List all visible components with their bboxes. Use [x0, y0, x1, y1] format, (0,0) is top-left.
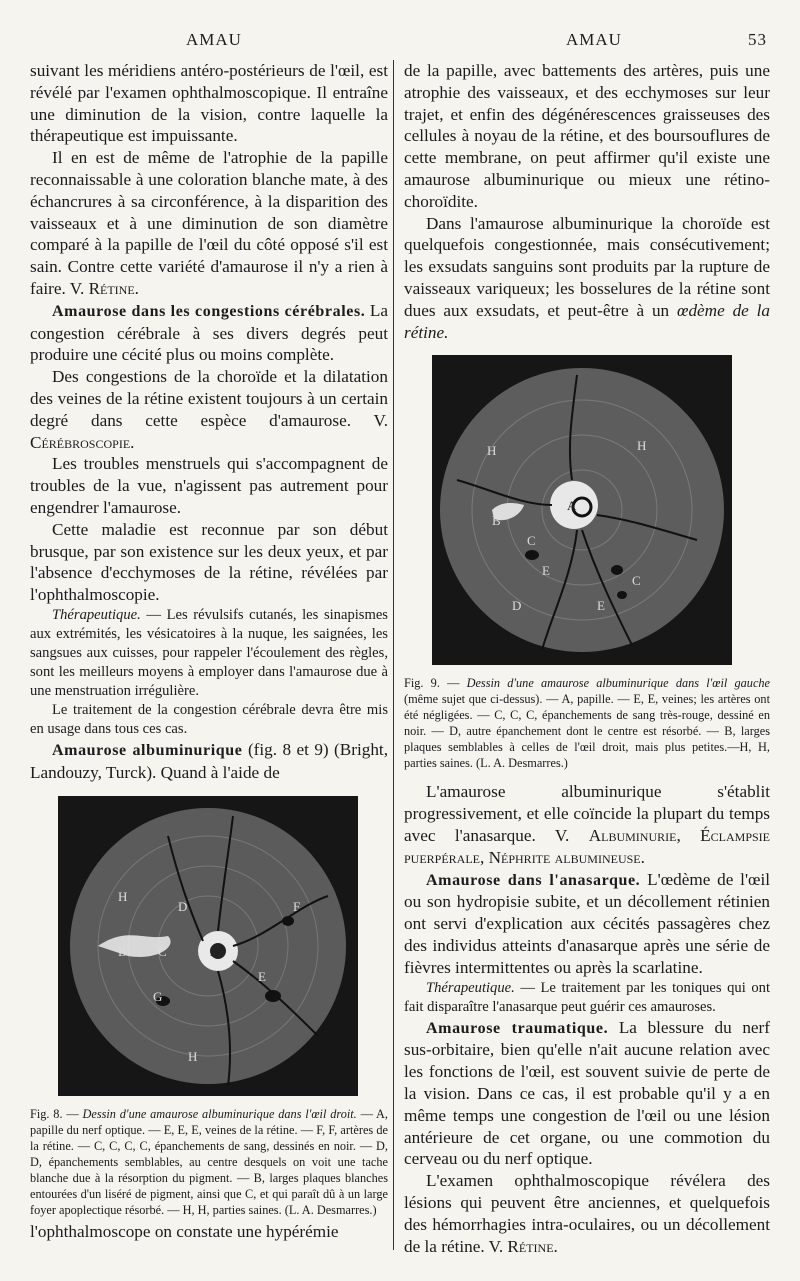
cross-reference: Cérébroscopie. [30, 432, 135, 452]
section-heading: Amaurose dans l'anasarque. [426, 871, 641, 889]
svg-text:E: E [542, 563, 550, 579]
cross-reference: Rétine. [88, 278, 139, 298]
paragraph: de la papille, avec battements des artères, puis une atrophie des vaisseaux, et des ecchymoses sur leur trajet, et enfin des dégénérescences graisseuses des cellules à noyau de la rétine, et des boursouflures de cette membrane, on peut affirmer qu'il existe une amaurose albuminurique ou mieux une rétino-choroïdite. [404, 61, 770, 211]
section-heading: Amaurose albuminurique [52, 741, 243, 759]
paragraph: Thérapeutique. — Les révulsifs cutanés, les sinapismes aux extrémités, les vésicatoires à la nuque, les saignées, les sangsues aux cuisses, pour rappeler l'écoulement des règles, sont les meilleurs moyens à employer dans l'amaurose due à une menstruation irrégulière. [30, 606, 388, 699]
svg-text:H: H [118, 888, 128, 904]
left-column [30, 60, 388, 1242]
paragraph: Cette maladie est reconnue par son début brusque, par son existence sur les deux yeux, et par l'absence d'ecchymoses de la rétine, révélées par l'ophthalmoscopie. [30, 519, 388, 605]
section-heading: Amaurose traumatique. [426, 1019, 609, 1037]
running-head-left: AMAU [186, 30, 242, 49]
paragraph: Le traitement de la congestion cérébrale devra être mis en usage dans tous ces cas. [30, 701, 388, 737]
svg-text:A: A [567, 498, 577, 514]
cross-reference: Albuminurie, Éclampsie puerpérale, Néphrite albumineuse. [404, 825, 770, 867]
svg-text:D: D [512, 598, 522, 614]
cross-reference: Rétine. [507, 1236, 558, 1256]
paragraph: Amaurose dans l'anasarque. L'œdème de l'œil ou son hydropisie subite, et un décollement rétinien ont servi d'explication aux cécités passagères chez des individus atteints d'anasarque après une série de fièvres intermittentes ou après la scarlatine. [404, 869, 771, 977]
svg-text:E: E [597, 598, 605, 614]
paragraph: Amaurose dans les congestions cérébrales. La congestion cérébrale à ses divers degrés peut produire une cécité plus ou moins complète. [30, 300, 388, 365]
figure-8-fundus-illustration [58, 796, 358, 1096]
paragraph: Des congestions de la choroïde et la dilatation des veines de la rétine existent toujours à un certain degré dans cette espèce d'amaurose. V. Cérébroscopie. [30, 367, 388, 452]
right-column [404, 60, 770, 1257]
svg-text:B: B [492, 513, 501, 529]
svg-text:C: C [527, 533, 536, 549]
column-divider [393, 60, 394, 1250]
svg-text:H: H [188, 1048, 198, 1064]
page-number: 53 [748, 30, 767, 49]
figure-caption: Fig. 9. — Dessin d'une amaurose albuminurique dans l'œil gauche (même sujet que ci-dessus). — A, papille. — E, E, veines; les artères ont été négligées. — C, C, C, épanchements de sang très-rouge, dessiné en noir. — D, autre épanchement dont le centre est résorbé. — B, larges plaques semblables à celles de l'œil droit, mais plus petites.—H, H, parties saines. (L. A. Desmarres.) [404, 676, 771, 771]
paragraph: Il en est de même de l'atrophie de la papille reconnaissable à une coloration blanche mate, à des échancrures à sa circonférence, à la disparition des vaisseaux et à une diminution de son diamètre comparé à la papille de l'œil du côté opposé s'il est sain. Contre cette variété d'amaurose il n'y a rien à faire. V. Rétine. [30, 148, 388, 298]
svg-text:H: H [637, 438, 647, 454]
svg-text:B: B [118, 943, 127, 959]
paragraph: Amaurose traumatique. La blessure du nerf sus-orbitaire, bien qu'elle n'ait aucune relation avec les fonctions de l'œil, est souvent suivie de perte de la vision. Dans ce cas, il est probable qu'il y a en même temps une congestion de l'œil ou une lésion antérieure de cet organe, ou une commotion du cerveau ou du nerf optique. [404, 1017, 770, 1169]
running-head-center: AMAU [566, 30, 622, 49]
svg-text:C: C [158, 943, 167, 959]
svg-text:E: E [258, 968, 266, 984]
paragraph: Thérapeutique. — Le traitement par les toniques qui ont fait disparaître l'anasarque peut guérir ces amauroses. [404, 979, 770, 1015]
paragraph: Dans l'amaurose albuminurique la choroïde est quelquefois congestionnée, mais consécutivement; les exsudats sanguins sont produits par la rupture de vaisseaux variqueux; les bosselures de la rétine sont dues aux exsudats, et peut-être à un œdème de la rétine. [404, 213, 770, 342]
svg-text:F: F [293, 898, 301, 914]
figure-9-fundus-illustration [432, 355, 732, 665]
paragraph: l'ophthalmoscope on constate une hypérémie [30, 1221, 339, 1241]
paragraph: suivant les méridiens antéro-postérieurs de l'œil, est révélé par l'examen ophthalmoscopique. Il entraîne une diminution de la vision, contre laquelle la thérapeutique est impuissante. [30, 61, 388, 146]
svg-text:G: G [153, 988, 163, 1004]
paragraph: L'amaurose albuminurique s'établit progressivement, et elle coïncide la plupart du temps avec l'anasarque. V. Albuminurie, Éclampsie puerpérale, Néphrite albumineuse. [404, 782, 770, 867]
figure-caption: Fig. 8. — Dessin d'une amaurose albuminurique dans l'œil droit. — A, papille du nerf optique. — E, E, E, veines de la rétine. — F, F, artères de la rétine. — C, C, C, C, épanchements de sang, dessinés en noir. — D, D, épanchements semblables, au centre desquels on voit une tache blanche due à la résorption du pigment. — B, larges plaques blanches entourées d'un liséré de pigment, ainsi que C, et qui paraît dû à un large foyer apoplectique résorbé. — H, H, parties saines. (L. A. Desmarres.) [30, 1106, 388, 1217]
section-heading: Amaurose dans les congestions cérébrales. [52, 302, 366, 320]
svg-text:A: A [210, 943, 220, 959]
svg-text:D: D [178, 898, 188, 914]
paragraph: Les troubles menstruels qui s'accompagnent de troubles de la vue, n'agissent pas autrement pour engendrer l'amaurose. [30, 454, 388, 517]
svg-text:H: H [487, 443, 497, 459]
svg-text:C: C [632, 573, 641, 589]
paragraph: Amaurose albuminurique (fig. 8 et 9) (Bright, Landouzy, Turck). Quand à l'aide de [30, 739, 388, 782]
paragraph: L'examen ophthalmoscopique révélera des lésions qui peuvent être anciennes, et quelquefois des hémorrhagies intra-oculaires, ou un décollement de la rétine. V. Rétine. [404, 1171, 770, 1256]
